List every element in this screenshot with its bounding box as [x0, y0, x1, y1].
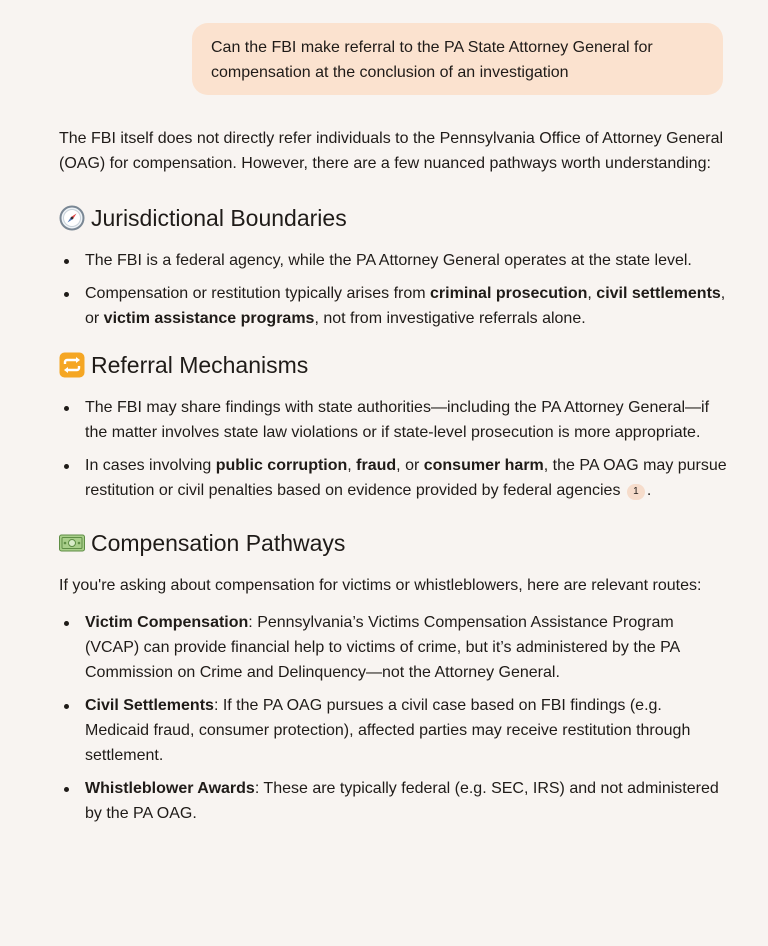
list-item: Compensation or restitution typically arises from criminal prosecution, civil settlements, or victim assistance programs, not from investigative referrals alone. — [59, 281, 729, 331]
list-item: Whistleblower Awards: These are typically federal (e.g. SEC, IRS) and not administered by the PA OAG. — [59, 776, 729, 826]
section-heading-jurisdictional — [59, 202, 729, 234]
repeat-icon — [59, 352, 85, 378]
list-item: Victim Compensation: Pennsylvania’s Victims Compensation Assistance Program (VCAP) can provide financial help to victims of crime, but it’s administered by the PA Commission on Crime and Delinquency—not the Attorney General. — [59, 610, 729, 685]
intro-paragraph: The FBI itself does not directly refer individuals to the Pennsylvania Office of Attorney General (OAG) for compensation. However, there are a few nuanced pathways worth understanding: — [59, 130, 724, 172]
section-list — [59, 395, 729, 503]
citation-badge[interactable]: 1 — [627, 484, 645, 500]
section-list — [59, 610, 729, 826]
section-title: Jurisdictional Boundaries — [91, 205, 347, 231]
list-item: The FBI may share findings with state authorities—including the PA Attorney General—if the matter involves state law violations or if state-level prosecution is more appropriate. — [59, 395, 729, 445]
list-item: In cases involving public corruption, fraud, or consumer harm, the PA OAG may pursue restitution or civil penalties based on evidence provided by federal agencies 1 . — [59, 453, 729, 503]
section-heading-compensation — [59, 527, 729, 559]
section-heading-referral — [59, 349, 729, 381]
compass-icon — [59, 205, 85, 231]
section-title: Referral Mechanisms — [91, 352, 309, 378]
section-list — [59, 248, 729, 331]
assistant-response — [59, 126, 729, 834]
list-item: Civil Settlements: If the PA OAG pursues a civil case based on FBI findings (e.g. Medicaid fraud, consumer protection), affected parties may receive restitution through settlement. — [59, 693, 729, 768]
dollar-bill-icon — [59, 530, 85, 556]
user-message-text: Can the FBI make referral to the PA State Attorney General for compensation at the conclusion of an investigation — [211, 39, 653, 81]
user-message-bubble — [192, 23, 723, 95]
section-lead: If you're asking about compensation for victims or whistleblowers, here are relevant routes: — [59, 577, 702, 594]
list-item: The FBI is a federal agency, while the PA Attorney General operates at the state level. — [59, 248, 729, 273]
section-title: Compensation Pathways — [91, 530, 346, 556]
